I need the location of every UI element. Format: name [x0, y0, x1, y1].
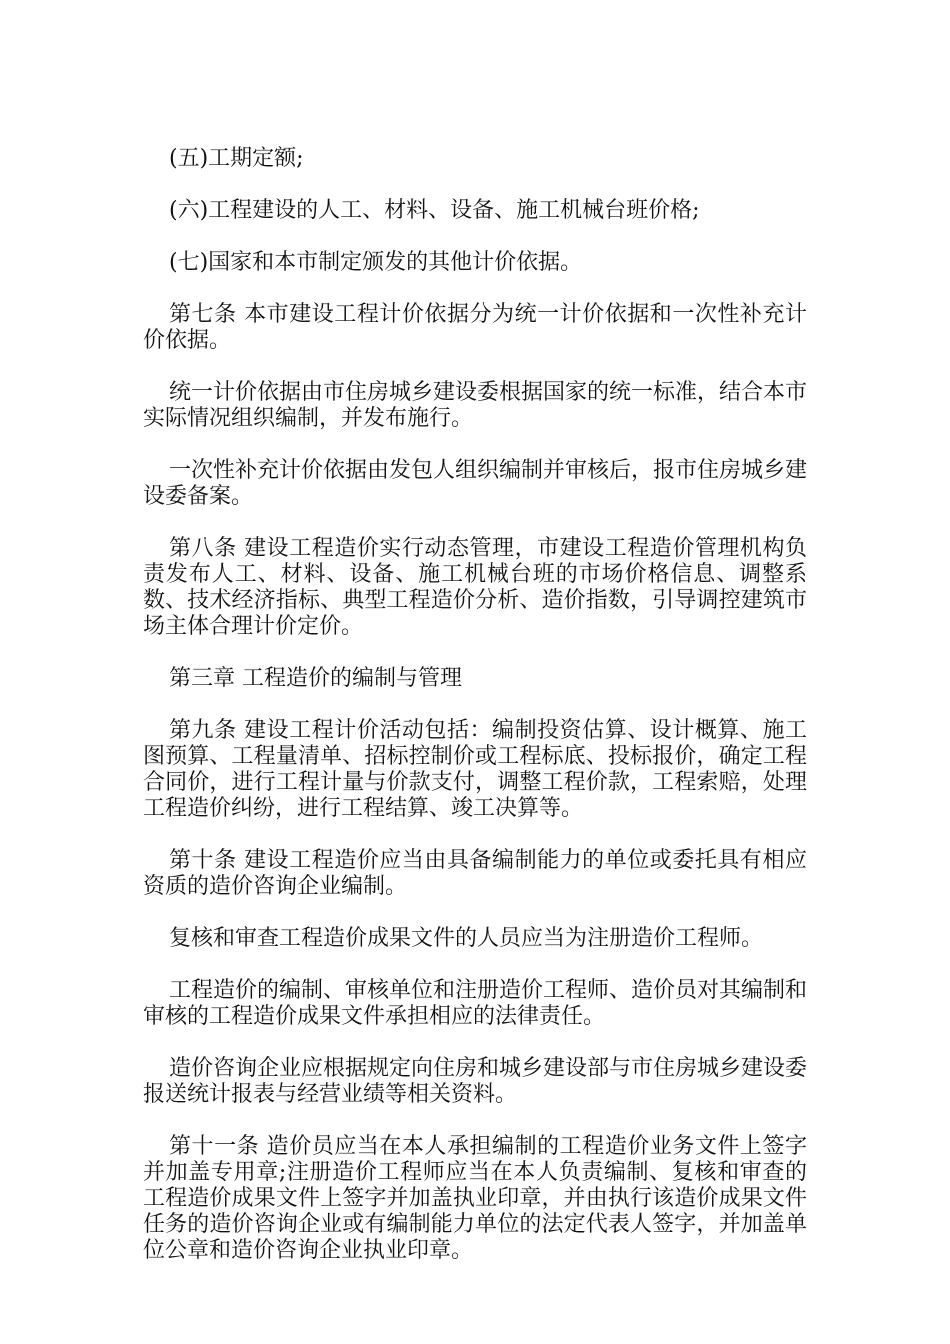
list-item-6: (六)工程建设的人工、材料、设备、施工机械台班价格; — [169, 198, 700, 223]
article-11: 第十一条 造价员应当在本人承担编制的工程造价业务文件上签字并加盖专用章;注册造价工程师应当在本人负责编制、复核和审查的工程造价成果文件上签字并加盖执业印章，并由执行该造价成果文件任务的造价咨询企业或有编制能力单位的法定代表人签字，并加盖单位公章和造价咨询企业执业印章。 — [143, 1134, 807, 1263]
article-7: 第七条 本市建设工程计价依据分为统一计价依据和一次性补充计价依据。 — [143, 302, 807, 353]
article-10-paragraph-4: 造价咨询企业应根据规定向住房和城乡建设部与市住房城乡建设委报送统计报表与经营业绩等相关资料。 — [143, 1056, 808, 1107]
article-9: 第九条 建设工程计价活动包括：编制投资估算、设计概算、施工图预算、工程量清单、招标控制价或工程标底、投标报价，确定工程合同价，进行工程计量与价款支付，调整工程价款，工程索赔，处理工程造价纠纷，进行工程结算、竣工决算等。 — [143, 718, 807, 821]
article-10-paragraph-2: 复核和审查工程造价成果文件的人员应当为注册造价工程师。 — [169, 926, 764, 951]
article-7-paragraph-2: 统一计价依据由市住房城乡建设委根据国家的统一标准，结合本市实际情况组织编制，并发布施行。 — [143, 380, 808, 431]
article-10-paragraph-3: 工程造价的编制、审核单位和注册造价工程师、造价员对其编制和审核的工程造价成果文件承担相应的法律责任。 — [143, 978, 808, 1029]
article-8: 第八条 建设工程造价实行动态管理，市建设工程造价管理机构负责发布人工、材料、设备、施工机械台班的市场价格信息、调整系数、技术经济指标、典型工程造价分析、造价指数，引导调控建筑市场主体合理计价定价。 — [143, 536, 807, 639]
article-7-paragraph-3: 一次性补充计价依据由发包人组织编制并审核后，报市住房城乡建设委备案。 — [143, 458, 808, 509]
list-item-5: (五)工期定额; — [169, 146, 304, 171]
list-item-7: (七)国家和本市制定颁发的其他计价依据。 — [169, 250, 583, 275]
document-body — [143, 146, 807, 1290]
article-10: 第十条 建设工程造价应当由具备编制能力的单位或委托具有相应资质的造价咨询企业编制。 — [143, 848, 807, 899]
chapter-3-heading: 第三章 工程造价的编制与管理 — [169, 666, 462, 691]
